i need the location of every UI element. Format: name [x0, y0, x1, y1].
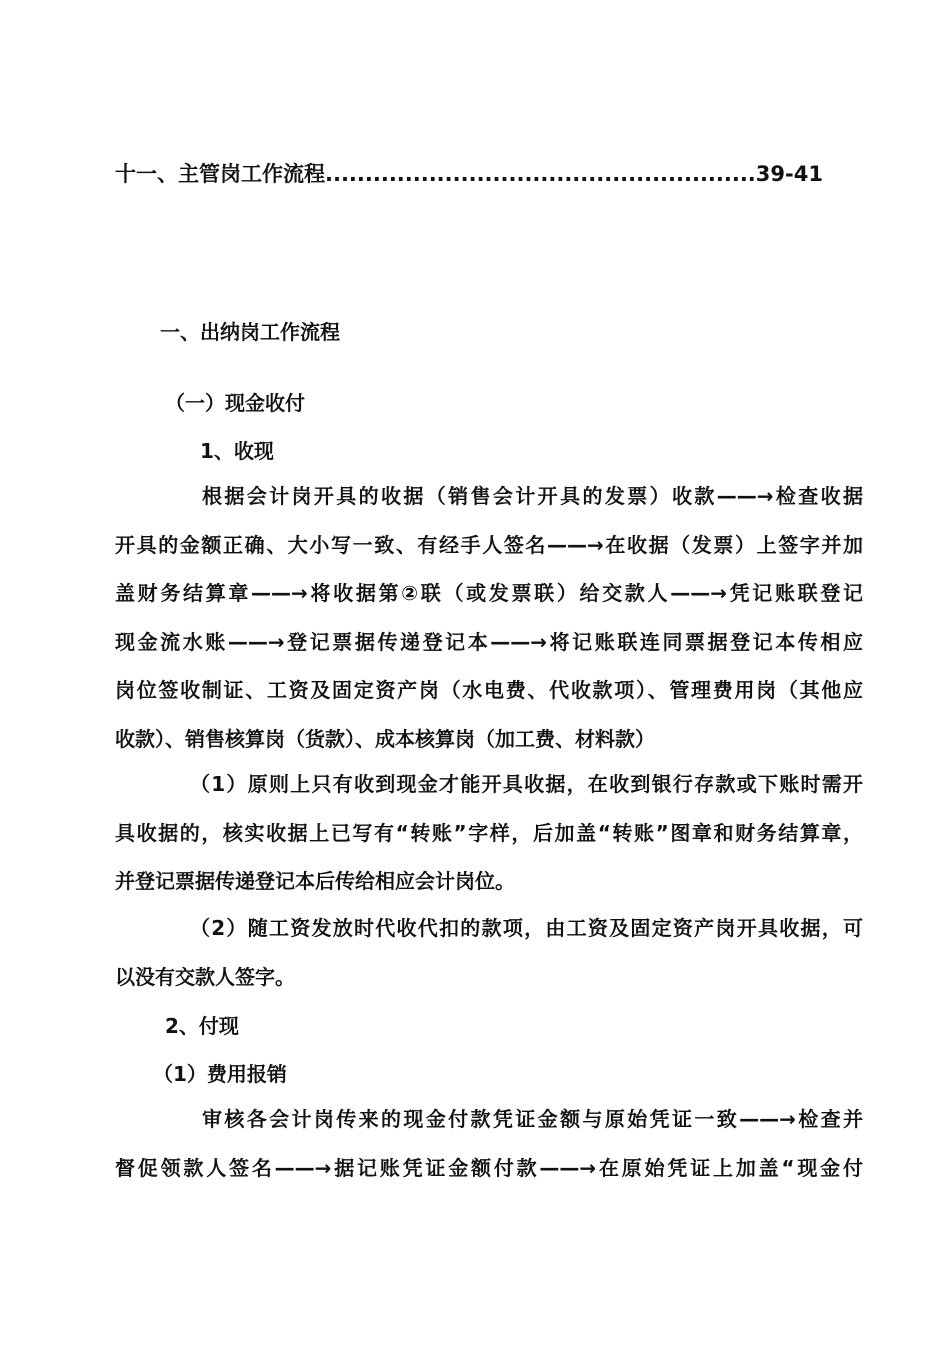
paragraph-receive-process [115, 472, 863, 764]
paragraph-line: （1）原则上只有收到现金才能开具收据，在收到银行存款或下账时需开 [190, 772, 863, 796]
paragraph-expense-process [115, 1095, 863, 1192]
section-title: 一、出纳岗工作流程 [160, 320, 340, 344]
paragraph-line: 督促领款人签名——→据记账凭证金额付款——→在原始凭证上加盖“现金付 [115, 1155, 863, 1180]
paragraph-line: 现金流水账——→登记票据传递登记本——→将记账联连同票据登记本传相应 [115, 629, 863, 654]
paragraph-line: 收款）、销售核算岗（货款）、成本核算岗（加工费、材料款） [115, 726, 655, 751]
paragraph-line: 审核各会计岗传来的现金付款凭证金额与原始凭证一致——→检查并 [202, 1107, 863, 1131]
paragraph-line: （2）随工资发放时代收代扣的款项，由工资及固定资产岗开具收据，可 [190, 916, 863, 940]
paragraph-principle-2 [115, 904, 863, 1001]
paragraph-line: 开具的金额正确、大小写一致、有经手人签名——→在收据（发票）上签字并加 [115, 532, 863, 557]
subsection-pay-cash: 2、付现 [165, 1014, 239, 1038]
paragraph-line: 根据会计岗开具的收据（销售会计开具的发票）收款——→检查收据 [202, 484, 863, 508]
paragraph-line: 盖财务结算章——→将收据第②联（或发票联）给交款人——→凭记账联登记 [115, 581, 863, 606]
paragraph-line: 并登记票据传递登记本后传给相应会计岗位。 [115, 869, 515, 894]
paragraph-line: 岗位签收制证、工资及固定资产岗（水电费、代收款项）、管理费用岗（其他应 [115, 678, 863, 703]
toc-entry: 十一、主管岗工作流程......................................................39-41 [115, 162, 823, 186]
subsection-cash: （一）现金收付 [165, 391, 305, 415]
subsection-receive-cash: 1、收现 [200, 439, 274, 463]
paragraph-principle-1 [115, 760, 863, 906]
paragraph-line: 以没有交款人签字。 [115, 964, 295, 989]
paragraph-line: 具收据的，核实收据上已写有“转账”字样，后加盖“转账”图章和财务结算章， [115, 820, 863, 845]
subsection-expense-reimbursement: （1）费用报销 [153, 1062, 287, 1086]
